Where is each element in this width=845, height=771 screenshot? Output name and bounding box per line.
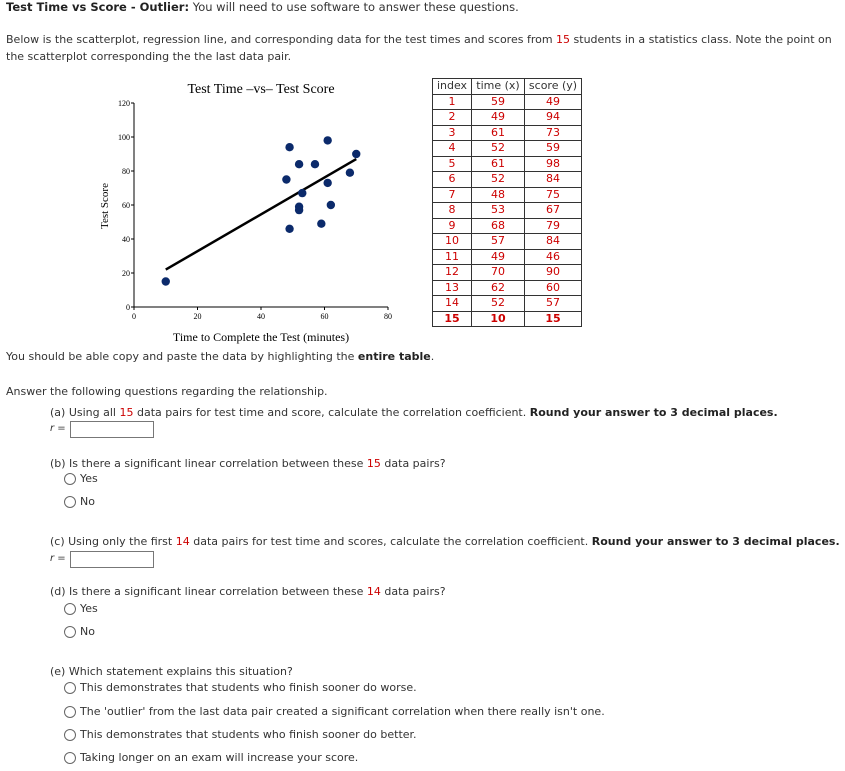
cell-time: 49 [472, 110, 525, 126]
x-tick-label: 60 [320, 312, 329, 321]
data-point [285, 225, 293, 233]
option-b-no-label: No [80, 495, 95, 508]
question-d: (d) Is there a significant linear correlation between these 14 data pairs? [50, 585, 446, 598]
cell-time: 61 [472, 156, 525, 172]
cell-score: 73 [525, 125, 582, 141]
cell-index: 12 [433, 265, 472, 281]
x-tick-label: 20 [193, 312, 202, 321]
x-tick-label: 40 [257, 312, 265, 321]
cell-time: 59 [472, 94, 525, 110]
table-row [433, 265, 582, 281]
y-tick-label: 120 [118, 99, 130, 108]
cell-score: 84 [525, 234, 582, 250]
data-point [352, 150, 360, 158]
data-point [317, 220, 325, 228]
page-title: Test Time vs Score - Outlier: You will need to use software to answer these questions. [6, 0, 519, 14]
cell-score: 57 [525, 296, 582, 312]
instructions: Answer the following questions regarding the relationship. [6, 385, 328, 398]
radio-b-no[interactable] [64, 496, 76, 508]
regression-line [166, 159, 357, 270]
cell-index: 5 [433, 156, 472, 172]
table-row [433, 125, 582, 141]
col-header-index: index [433, 79, 472, 95]
correlation-input-a[interactable] [70, 421, 154, 438]
data-table [432, 78, 582, 327]
data-point [298, 189, 306, 197]
intro-line-2: the scatterplot corresponding the the last data pair. [6, 50, 292, 63]
cell-score: 98 [525, 156, 582, 172]
cell-index: 13 [433, 280, 472, 296]
data-point [282, 175, 290, 183]
data-point [295, 206, 303, 214]
y-tick-label: 20 [122, 269, 130, 278]
question-c: (c) Using only the first 14 data pairs for test time and scores, calculate the correlation coefficient. Round your answer to 3 decimal places. [50, 535, 840, 548]
r-label-c: r = [50, 553, 66, 564]
option-e-1-label: This demonstrates that students who finish sooner do worse. [80, 681, 417, 694]
cell-index: 11 [433, 249, 472, 265]
radio-b-yes[interactable] [64, 473, 76, 485]
table-row [433, 156, 582, 172]
cell-time: 48 [472, 187, 525, 203]
cell-score: 94 [525, 110, 582, 126]
cell-score: 15 [525, 311, 582, 327]
cell-score: 46 [525, 249, 582, 265]
option-e-2-label: The 'outlier' from the last data pair created a significant correlation when there really isn't one. [80, 705, 605, 718]
cell-time: 53 [472, 203, 525, 219]
x-tick-label: 80 [384, 312, 392, 321]
table-row [433, 172, 582, 188]
y-tick-label: 0 [126, 303, 130, 312]
cell-index: 14 [433, 296, 472, 312]
y-tick-label: 40 [122, 235, 130, 244]
question-b: (b) Is there a significant linear correlation between these 15 data pairs? [50, 457, 446, 470]
cell-index: 10 [433, 234, 472, 250]
table-row [433, 280, 582, 296]
table-row [433, 141, 582, 157]
chart-title: Test Time –vs– Test Score [187, 82, 335, 97]
cell-index: 8 [433, 203, 472, 219]
data-point [295, 160, 303, 168]
table-row [433, 234, 582, 250]
intro-line-1: Below is the scatterplot, regression line, and corresponding data for the test times and scores from 15 students in a statistics class. Note the point on [6, 33, 832, 46]
cell-index: 3 [433, 125, 472, 141]
radio-e-option-1[interactable] [64, 682, 76, 694]
cell-score: 75 [525, 187, 582, 203]
table-row [433, 110, 582, 126]
chart-x-axis-label: Time to Complete the Test (minutes) [172, 330, 350, 344]
cell-index: 4 [433, 141, 472, 157]
cell-score: 67 [525, 203, 582, 219]
y-tick-label: 80 [122, 167, 130, 176]
cell-time: 61 [472, 125, 525, 141]
table-row [433, 203, 582, 219]
y-tick-label: 60 [122, 201, 130, 210]
cell-index: 15 [433, 311, 472, 327]
data-point [162, 277, 170, 285]
cell-index: 2 [433, 110, 472, 126]
cell-time: 10 [472, 311, 525, 327]
cell-time: 52 [472, 172, 525, 188]
col-header-time: time (x) [472, 79, 525, 95]
question-e: (e) Which statement explains this situation? [50, 665, 293, 678]
radio-d-yes[interactable] [64, 603, 76, 615]
option-b-yes-label: Yes [80, 472, 98, 485]
x-tick-label: 0 [132, 312, 136, 321]
cell-time: 62 [472, 280, 525, 296]
radio-e-option-4[interactable] [64, 752, 76, 764]
question-a: (a) Using all 15 data pairs for test time and score, calculate the correlation coefficient. Round your answer to 3 decimal places. [50, 406, 778, 419]
data-point [346, 169, 354, 177]
table-row [433, 311, 582, 327]
cell-time: 57 [472, 234, 525, 250]
cell-time: 52 [472, 296, 525, 312]
cell-time: 70 [472, 265, 525, 281]
cell-index: 1 [433, 94, 472, 110]
cell-time: 68 [472, 218, 525, 234]
data-point [323, 136, 331, 144]
cell-index: 7 [433, 187, 472, 203]
cell-index: 9 [433, 218, 472, 234]
copy-note: You should be able copy and paste the data by highlighting the entire table. [6, 350, 435, 363]
cell-score: 79 [525, 218, 582, 234]
table-header-row [433, 79, 582, 95]
cell-index: 6 [433, 172, 472, 188]
y-tick-label: 100 [118, 133, 130, 142]
table-row [433, 218, 582, 234]
data-point [311, 160, 319, 168]
table-row [433, 296, 582, 312]
radio-d-no[interactable] [64, 626, 76, 638]
data-point [327, 201, 335, 209]
option-e-3-label: This demonstrates that students who finish sooner do better. [80, 728, 417, 741]
cell-time: 52 [472, 141, 525, 157]
cell-score: 84 [525, 172, 582, 188]
option-d-no-label: No [80, 625, 95, 638]
radio-e-option-2[interactable] [64, 706, 76, 718]
correlation-input-c[interactable] [70, 551, 154, 568]
r-label-a: r = [50, 423, 66, 434]
option-e-4-label: Taking longer on an exam will increase your score. [80, 751, 359, 764]
data-point [323, 179, 331, 187]
chart-y-axis-label: Test Score [99, 183, 111, 229]
col-header-score: score (y) [525, 79, 582, 95]
scatterplot-chart [96, 76, 406, 348]
table-row [433, 249, 582, 265]
option-d-yes-label: Yes [80, 602, 98, 615]
table-row [433, 187, 582, 203]
table-row [433, 94, 582, 110]
cell-score: 60 [525, 280, 582, 296]
radio-e-option-3[interactable] [64, 729, 76, 741]
cell-score: 49 [525, 94, 582, 110]
cell-time: 49 [472, 249, 525, 265]
cell-score: 59 [525, 141, 582, 157]
data-point [285, 143, 293, 151]
cell-score: 90 [525, 265, 582, 281]
